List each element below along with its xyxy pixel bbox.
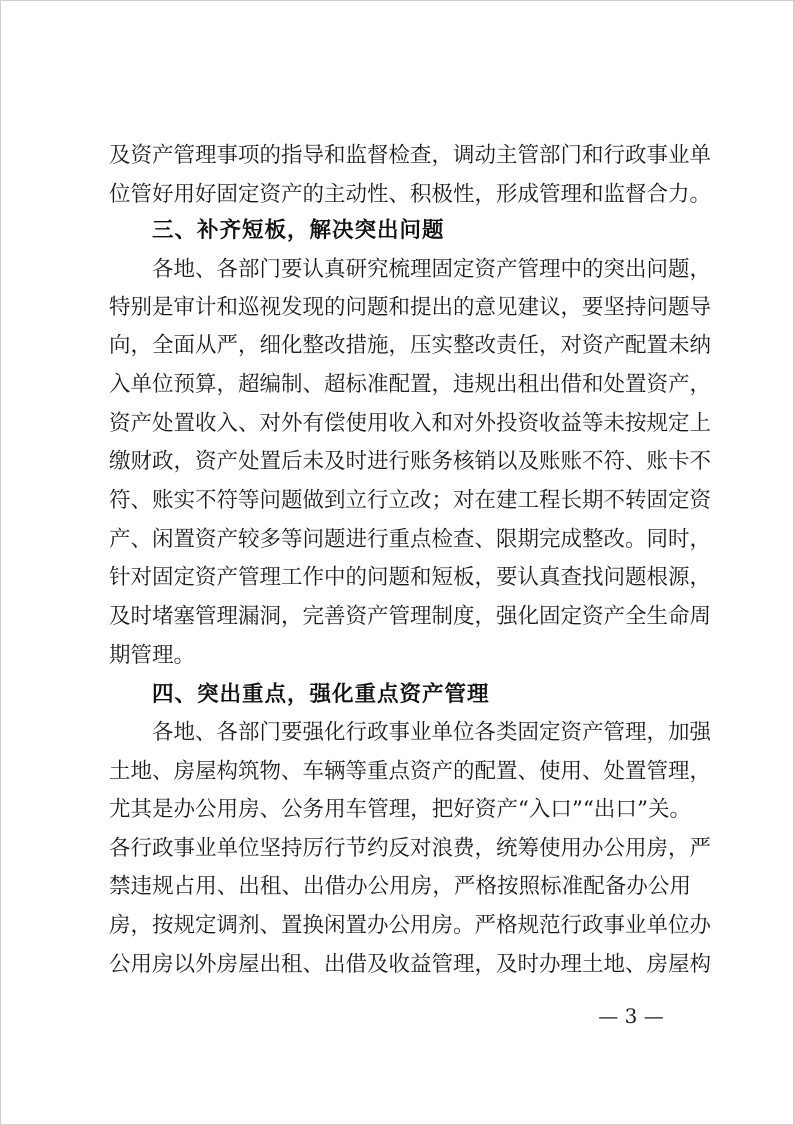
section-heading-3: 三、补齐短板，解决突出问题 [152,218,445,243]
body-line: 期管理。 [109,643,196,668]
body-line: 针对固定资产管理工作中的问题和短板，要认真查找问题根源， [109,565,712,590]
body-line: 资产处置收入、对外有偿使用收入和对外投资收益等未按规定上 [109,411,712,436]
section-heading-4: 四、突出重点，强化重点资产管理 [152,682,490,707]
body-line: 位管好用好固定资产的主动性、积极性，形成管理和监督合力。 [109,182,712,207]
body-line: 各地、各部门要强化行政事业单位各类固定资产管理，加强 [152,720,712,745]
body-line: 向，全面从严，细化整改措施，压实整改责任，对资产配置未纳 [109,333,712,358]
body-line: 缴财政，资产处置后未及时进行账务核销以及账账不符、账卡不 [109,449,712,474]
body-line: 特别是审计和巡视发现的问题和提出的意见建议，要坚持问题导 [109,295,712,320]
body-line: 尤其是办公用房、公务用车管理，把好资产“入口”“出口”关。 [109,797,691,822]
body-line: 禁违规占用、出租、出借办公用房，严格按照标准配备办公用 [109,874,691,899]
body-line: 入单位预算，超编制、超标准配置，违规出租出借和处置资产， [109,372,712,397]
page-number: — 3 — [598,1004,664,1028]
body-line: 土地、房屋构筑物、车辆等重点资产的配置、使用、处置管理， [109,759,712,784]
body-line: 房，按规定调剂、置换闲置办公用房。严格规范行政事业单位办 [109,913,712,938]
body-line: 公用房以外房屋出租、出借及收益管理，及时办理土地、房屋构 [109,952,712,977]
body-line: 及时堵塞管理漏洞，完善资产管理制度，强化固定资产全生命周 [109,604,712,629]
body-line: 及资产管理事项的指导和监督检查，调动主管部门和行政事业单 [109,143,712,168]
body-line: 各地、各部门要认真研究梳理固定资产管理中的突出问题， [152,257,712,282]
body-line: 产、闲置资产较多等问题进行重点检查、限期完成整改。同时， [109,527,712,552]
body-line: 符、账实不符等问题做到立行立改；对在建工程长期不转固定资 [109,488,712,513]
body-line: 各行政事业单位坚持厉行节约反对浪费，统筹使用办公用房，严 [109,836,712,861]
